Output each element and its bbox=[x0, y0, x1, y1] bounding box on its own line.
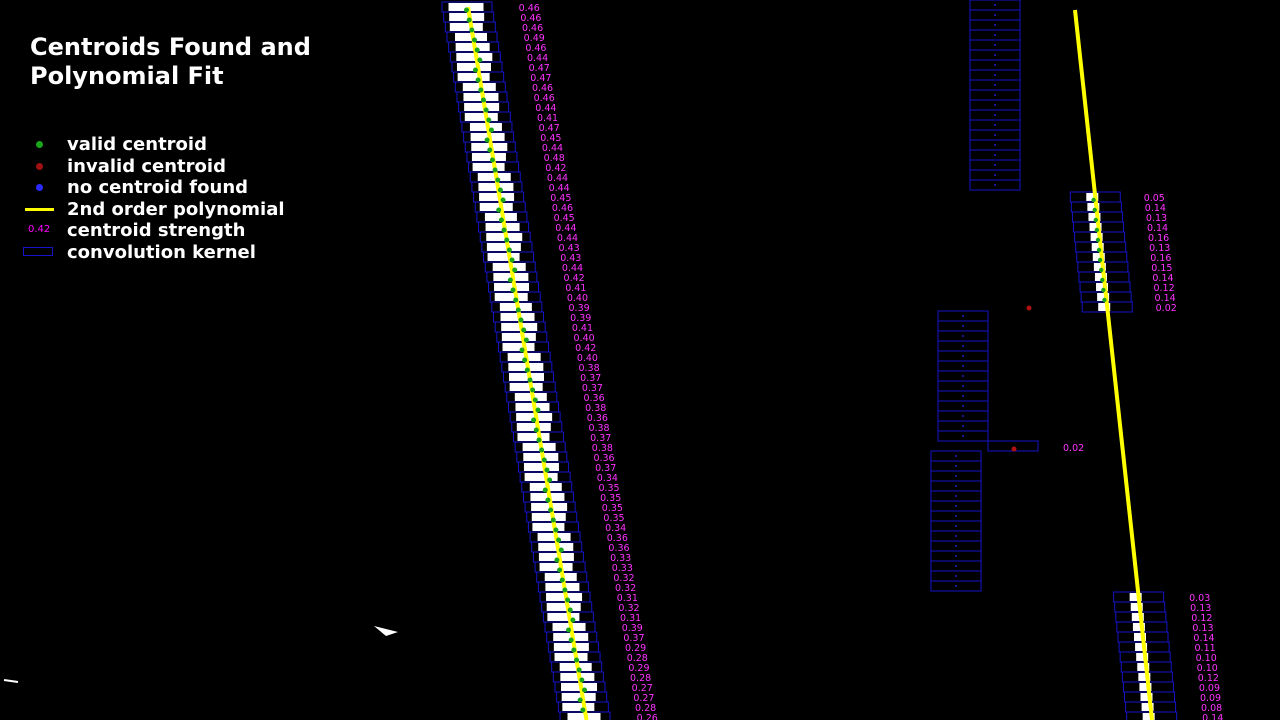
strength-label: 0.42 bbox=[545, 163, 567, 174]
valid-centroid bbox=[530, 388, 535, 393]
lane-pixels bbox=[502, 333, 536, 341]
strength-label: 0.46 bbox=[521, 23, 544, 34]
valid-centroid bbox=[539, 448, 544, 453]
lane-pixels bbox=[562, 703, 594, 711]
lane-pixels bbox=[510, 383, 543, 391]
lane-pixels bbox=[472, 153, 506, 161]
valid-centroid bbox=[507, 248, 512, 253]
valid-centroid bbox=[565, 598, 570, 603]
valid-centroid bbox=[511, 288, 516, 293]
valid-centroid bbox=[477, 58, 482, 63]
no-centroid-dot bbox=[994, 94, 996, 96]
valid-centroid bbox=[1099, 268, 1103, 272]
valid-centroid bbox=[535, 408, 540, 413]
valid-centroid bbox=[464, 8, 469, 13]
valid-centroid bbox=[501, 198, 506, 203]
strength-label: 0.11 bbox=[1194, 643, 1216, 654]
valid-centroid bbox=[504, 238, 509, 243]
lane-pixels bbox=[465, 113, 498, 121]
no-centroid-dot bbox=[994, 154, 996, 156]
valid-centroid bbox=[519, 318, 524, 323]
lane-pixels bbox=[473, 163, 505, 171]
strength-label: 0.44 bbox=[561, 263, 584, 274]
no-centroid-dot bbox=[955, 555, 957, 557]
strength-label: 0.42 bbox=[563, 273, 585, 284]
valid-centroid bbox=[1092, 208, 1096, 212]
legend-strength-label: centroid strength bbox=[67, 220, 246, 241]
no-centroid-dot bbox=[962, 335, 964, 337]
strength-label: 0.14 bbox=[1152, 273, 1174, 284]
no-centroid-dot bbox=[994, 74, 996, 76]
strength-label: 0.49 bbox=[523, 33, 545, 44]
strength-label: 0.46 bbox=[525, 43, 547, 54]
no-centroid-dot bbox=[994, 104, 996, 106]
strength-label: 0.36 bbox=[606, 533, 628, 544]
lane-pixels bbox=[495, 293, 528, 301]
strength-label: 0.31 bbox=[616, 593, 638, 604]
valid-centroid bbox=[1094, 218, 1098, 222]
no-centroid-dot bbox=[955, 495, 957, 497]
valid-centroid bbox=[486, 118, 491, 123]
no-centroid-dot bbox=[994, 84, 996, 86]
strength-label: 0.43 bbox=[560, 253, 582, 264]
strength-label: 0.39 bbox=[621, 623, 643, 634]
strength-label: 0.37 bbox=[595, 463, 617, 474]
no-centroid-dot bbox=[955, 585, 957, 587]
valid-centroid bbox=[525, 368, 530, 373]
strength-label: 0.34 bbox=[596, 473, 618, 484]
strength-label: 0.38 bbox=[578, 363, 600, 374]
strength-label: 0.36 bbox=[583, 393, 605, 404]
strength-label: 0.27 bbox=[633, 693, 655, 704]
no-centroid-dot bbox=[994, 114, 996, 116]
valid-centroid bbox=[496, 208, 501, 213]
strength-label: 0.46 bbox=[531, 83, 554, 94]
strength-label: 0.28 bbox=[635, 703, 657, 714]
strength-label: 0.13 bbox=[1145, 213, 1168, 224]
strength-label: 0.40 bbox=[576, 353, 598, 364]
lane-pixels bbox=[540, 563, 573, 571]
strength-label: 0.12 bbox=[1153, 283, 1175, 294]
valid-centroid bbox=[476, 78, 481, 83]
legend-invalid-label: invalid centroid bbox=[67, 155, 226, 177]
no-centroid-dot bbox=[962, 385, 964, 387]
valid-centroid bbox=[489, 128, 494, 133]
no-centroid-dot bbox=[955, 475, 957, 477]
valid-centroid bbox=[520, 348, 525, 353]
legend-valid-label: valid centroid bbox=[67, 134, 207, 155]
valid-centroid bbox=[548, 508, 553, 513]
strength-label: 0.10 bbox=[1195, 653, 1217, 664]
strength-label: 0.38 bbox=[588, 423, 610, 434]
strength-label: 0.14 bbox=[1146, 223, 1169, 234]
valid-centroid bbox=[1101, 288, 1105, 292]
valid-centroid bbox=[545, 498, 550, 503]
no-centroid-dot bbox=[962, 375, 964, 377]
strength-label: 0.44 bbox=[546, 173, 569, 184]
strength-label: 0.47 bbox=[530, 73, 552, 84]
strength-label: 0.44 bbox=[555, 223, 577, 234]
stray-pixel-mark bbox=[4, 680, 18, 682]
strength-label: 0.16 bbox=[1150, 253, 1172, 264]
strength-label: 0.40 bbox=[566, 293, 589, 304]
strength-label: 0.37 bbox=[581, 383, 603, 394]
valid-centroid bbox=[582, 688, 587, 693]
strength-label: 0.10 bbox=[1196, 663, 1218, 674]
valid-centroid bbox=[1102, 298, 1106, 302]
strength-label: 0.38 bbox=[591, 443, 613, 454]
invalid-centroid bbox=[1027, 306, 1032, 311]
no-centroid-dot bbox=[994, 134, 996, 136]
strength-label: 0.02 bbox=[1155, 303, 1177, 314]
valid-centroid bbox=[568, 608, 573, 613]
legend-invalid-centroid bbox=[20, 156, 340, 178]
lane-pixels bbox=[450, 23, 483, 31]
strength-label: 0.44 bbox=[556, 233, 579, 244]
valid-centroid bbox=[559, 548, 564, 553]
no-centroid-dot bbox=[955, 565, 957, 567]
strength-sample-value: 0.42 bbox=[28, 224, 51, 235]
legend-kernel bbox=[20, 242, 340, 264]
valid-centroid bbox=[524, 338, 529, 343]
no-centroid-kernel-stacks bbox=[931, 0, 1020, 591]
valid-centroid bbox=[1095, 228, 1099, 232]
no-centroid-dot bbox=[994, 64, 996, 66]
strength-label: 0.28 bbox=[630, 673, 652, 684]
strength-label: 0.41 bbox=[536, 113, 559, 124]
valid-centroid bbox=[512, 268, 517, 273]
strength-label: 0.29 bbox=[625, 643, 647, 654]
strength-label: 0.45 bbox=[553, 213, 575, 224]
valid-centroid bbox=[1100, 278, 1104, 282]
valid-centroid bbox=[554, 558, 559, 563]
strength-label: 0.14 bbox=[1144, 203, 1166, 214]
valid-centroid bbox=[569, 638, 574, 643]
strength-label: 0.31 bbox=[620, 613, 642, 624]
legend-polynomial bbox=[20, 199, 340, 221]
valid-centroid bbox=[481, 98, 486, 103]
strength-label: 0.33 bbox=[610, 553, 632, 564]
strength-label: 0.29 bbox=[628, 663, 650, 674]
valid-centroid bbox=[478, 88, 483, 93]
valid-centroid bbox=[531, 418, 536, 423]
valid-centroid-dot-icon bbox=[20, 134, 60, 156]
strength-label: 0.13 bbox=[1149, 243, 1171, 254]
invalid-centroid bbox=[1012, 447, 1017, 452]
right-lane-kernels bbox=[988, 192, 1177, 720]
lane-pixel-blob bbox=[374, 626, 398, 636]
strength-label: 0.46 bbox=[533, 93, 555, 104]
valid-centroid bbox=[1098, 258, 1102, 262]
no-centroid-dot bbox=[955, 485, 957, 487]
strength-label: 0.46 bbox=[518, 3, 540, 14]
invalid-centroid-dot-icon bbox=[20, 156, 60, 178]
no-centroid-dot bbox=[962, 345, 964, 347]
strength-label: 0.46 bbox=[520, 13, 542, 24]
strength-label: 0.47 bbox=[528, 63, 550, 74]
lane-pixels bbox=[449, 13, 484, 21]
valid-centroid bbox=[521, 328, 526, 333]
valid-centroid bbox=[571, 648, 576, 653]
no-centroid-dot bbox=[962, 355, 964, 357]
no-centroid-dot bbox=[994, 174, 996, 176]
lane-pixels bbox=[479, 193, 514, 201]
valid-centroid bbox=[469, 28, 474, 33]
strength-label: 0.16 bbox=[1148, 233, 1170, 244]
valid-centroid bbox=[579, 678, 584, 683]
lane-pixels bbox=[532, 513, 566, 521]
valid-centroid bbox=[580, 708, 585, 713]
no-centroid-dot bbox=[994, 184, 996, 186]
lane-pixels bbox=[480, 203, 513, 211]
valid-centroid bbox=[557, 568, 562, 573]
legend-kernel-label: convolution kernel bbox=[67, 241, 256, 263]
no-centroid-dot bbox=[962, 365, 964, 367]
no-centroid-dot bbox=[955, 535, 957, 537]
no-centroid-dot bbox=[955, 515, 957, 517]
no-centroid-dot bbox=[994, 24, 996, 26]
strength-sample-icon bbox=[20, 220, 60, 242]
valid-centroid bbox=[487, 148, 492, 153]
lane-pixels bbox=[525, 473, 558, 481]
valid-centroid bbox=[542, 458, 547, 463]
strength-label: 0.35 bbox=[601, 503, 623, 514]
valid-centroid bbox=[553, 528, 558, 533]
valid-centroid bbox=[527, 378, 532, 383]
valid-centroid bbox=[484, 108, 489, 113]
strength-label: 0.35 bbox=[600, 493, 622, 504]
valid-centroid bbox=[508, 278, 513, 283]
valid-centroid bbox=[560, 578, 565, 583]
no-centroid-dot bbox=[962, 425, 964, 427]
left-lane-kernels bbox=[374, 2, 610, 720]
no-centroid-dot bbox=[962, 405, 964, 407]
polynomial-line-icon bbox=[20, 199, 60, 221]
no-centroid-dot-icon bbox=[20, 177, 60, 199]
strength-label: 0.02 bbox=[1063, 443, 1085, 454]
strength-label: 0.03 bbox=[1189, 593, 1211, 604]
legend-no-centroid bbox=[20, 177, 340, 199]
valid-centroid bbox=[472, 38, 477, 43]
strength-label: 0.41 bbox=[571, 323, 594, 334]
no-centroid-dot bbox=[994, 144, 996, 146]
no-centroid-dot bbox=[994, 34, 996, 36]
strength-label: 0.14 bbox=[1193, 633, 1215, 644]
legend-strength bbox=[20, 220, 340, 242]
strength-label: 0.45 bbox=[550, 193, 572, 204]
legend-valid-centroid bbox=[20, 134, 340, 156]
strength-label: 0.13 bbox=[1190, 603, 1212, 614]
strength-label: 0.48 bbox=[543, 153, 565, 164]
no-centroid-dot bbox=[994, 54, 996, 56]
no-centroid-dot bbox=[962, 395, 964, 397]
lane-pixels bbox=[488, 253, 520, 261]
strength-label: 0.26 bbox=[636, 713, 658, 720]
strength-label: 0.09 bbox=[1198, 683, 1221, 694]
strength-label: 0.41 bbox=[565, 283, 587, 294]
strength-label: 0.47 bbox=[538, 123, 560, 134]
strength-label: 0.45 bbox=[540, 133, 562, 144]
valid-centroid bbox=[536, 438, 541, 443]
legend-no-centroid-label: no centroid found bbox=[67, 177, 249, 198]
lane-pixels bbox=[503, 343, 535, 351]
strength-label: 0.44 bbox=[526, 53, 549, 64]
strength-label: 0.35 bbox=[598, 483, 620, 494]
no-centroid-dot bbox=[994, 4, 996, 6]
strength-label: 0.44 bbox=[535, 103, 557, 114]
legend bbox=[20, 134, 340, 263]
valid-centroid bbox=[513, 298, 518, 303]
strength-label: 0.14 bbox=[1202, 713, 1224, 720]
valid-centroid bbox=[510, 258, 515, 263]
strength-label: 0.43 bbox=[558, 243, 580, 254]
right-polynomial-line bbox=[1075, 10, 1152, 720]
strength-label: 0.09 bbox=[1199, 693, 1222, 704]
no-centroid-dot bbox=[955, 505, 957, 507]
lane-pixels bbox=[487, 243, 521, 251]
strength-label: 0.12 bbox=[1197, 673, 1219, 684]
valid-centroid bbox=[544, 468, 549, 473]
strength-label: 0.33 bbox=[611, 563, 633, 574]
strength-label: 0.27 bbox=[631, 683, 653, 694]
lane-pixels bbox=[458, 73, 490, 81]
lane-pixels bbox=[509, 373, 544, 381]
valid-centroid bbox=[493, 168, 498, 173]
no-centroid-dot bbox=[994, 14, 996, 16]
lane-pixels bbox=[554, 643, 589, 651]
no-centroid-dot bbox=[962, 415, 964, 417]
diagram-title: Centroids Found and Polynomial Fit bbox=[30, 33, 311, 90]
no-centroid-dot bbox=[994, 164, 996, 166]
strength-label: 0.42 bbox=[575, 343, 597, 354]
strength-label: 0.36 bbox=[608, 543, 630, 554]
strength-label: 0.32 bbox=[613, 573, 635, 584]
strength-label: 0.05 bbox=[1143, 193, 1165, 204]
no-centroid-dot bbox=[994, 124, 996, 126]
strength-label: 0.39 bbox=[568, 303, 590, 314]
valid-centroid bbox=[495, 178, 500, 183]
lane-pixels bbox=[517, 433, 549, 441]
strength-label: 0.40 bbox=[573, 333, 595, 344]
strength-label: 0.37 bbox=[590, 433, 612, 444]
valid-centroid bbox=[499, 218, 504, 223]
valid-centroid bbox=[502, 228, 507, 233]
strength-label: 0.32 bbox=[615, 583, 637, 594]
no-centroid-dot bbox=[955, 455, 957, 457]
strength-label: 0.08 bbox=[1201, 703, 1223, 714]
no-centroid-dot bbox=[955, 525, 957, 527]
strength-label: 0.12 bbox=[1191, 613, 1213, 624]
valid-centroid bbox=[533, 398, 538, 403]
lane-pixels bbox=[464, 103, 499, 111]
valid-centroid bbox=[577, 668, 582, 673]
strength-label: 0.38 bbox=[585, 403, 607, 414]
valid-centroid bbox=[475, 48, 480, 53]
valid-centroid bbox=[547, 478, 552, 483]
valid-centroid bbox=[1091, 198, 1095, 202]
valid-centroid bbox=[490, 158, 495, 163]
valid-centroid bbox=[534, 428, 539, 433]
strength-label: 0.34 bbox=[605, 523, 627, 534]
valid-centroid bbox=[473, 68, 478, 73]
no-centroid-dot bbox=[962, 435, 964, 437]
valid-centroid bbox=[522, 358, 527, 363]
kernel-box-icon bbox=[20, 242, 60, 264]
strength-label: 0.44 bbox=[548, 183, 570, 194]
valid-centroid bbox=[516, 308, 521, 313]
valid-centroid bbox=[556, 538, 561, 543]
lane-pixels bbox=[532, 523, 564, 531]
no-centroid-dot bbox=[955, 465, 957, 467]
legend-polynomial-label: 2nd order polynomial bbox=[67, 198, 285, 220]
valid-centroid bbox=[485, 138, 490, 143]
lane-pixels bbox=[524, 463, 559, 471]
strength-label: 0.36 bbox=[593, 453, 615, 464]
strength-label: 0.14 bbox=[1154, 293, 1176, 304]
lane-pixels bbox=[547, 603, 581, 611]
right-polynomial bbox=[1075, 10, 1152, 720]
no-centroid-dot bbox=[994, 44, 996, 46]
strength-label: 0.13 bbox=[1192, 623, 1214, 634]
strength-label: 0.28 bbox=[626, 653, 648, 664]
valid-centroid bbox=[562, 588, 567, 593]
valid-centroid bbox=[543, 488, 548, 493]
valid-centroid bbox=[574, 658, 579, 663]
valid-centroid bbox=[1097, 248, 1101, 252]
valid-centroid bbox=[570, 618, 575, 623]
strength-label: 0.32 bbox=[618, 603, 640, 614]
strength-label: 0.37 bbox=[623, 633, 645, 644]
no-centroid-dot bbox=[962, 315, 964, 317]
no-centroid-dot bbox=[955, 575, 957, 577]
strength-label: 0.39 bbox=[570, 313, 592, 324]
strength-label: 0.15 bbox=[1151, 263, 1173, 274]
strength-label: 0.44 bbox=[541, 143, 564, 154]
strength-label: 0.37 bbox=[580, 373, 602, 384]
strength-label: 0.36 bbox=[586, 413, 608, 424]
valid-centroid bbox=[498, 188, 503, 193]
lane-pixels bbox=[517, 423, 551, 431]
valid-centroid bbox=[578, 698, 583, 703]
lane-pixels bbox=[555, 653, 588, 661]
valid-centroid bbox=[1096, 238, 1100, 242]
no-centroid-dot bbox=[955, 545, 957, 547]
strength-label: 0.35 bbox=[603, 513, 625, 524]
valid-centroid bbox=[566, 628, 571, 633]
no-centroid-dot bbox=[962, 325, 964, 327]
strength-label: 0.46 bbox=[551, 203, 574, 214]
valid-centroid bbox=[551, 518, 556, 523]
valid-centroid bbox=[467, 18, 472, 23]
